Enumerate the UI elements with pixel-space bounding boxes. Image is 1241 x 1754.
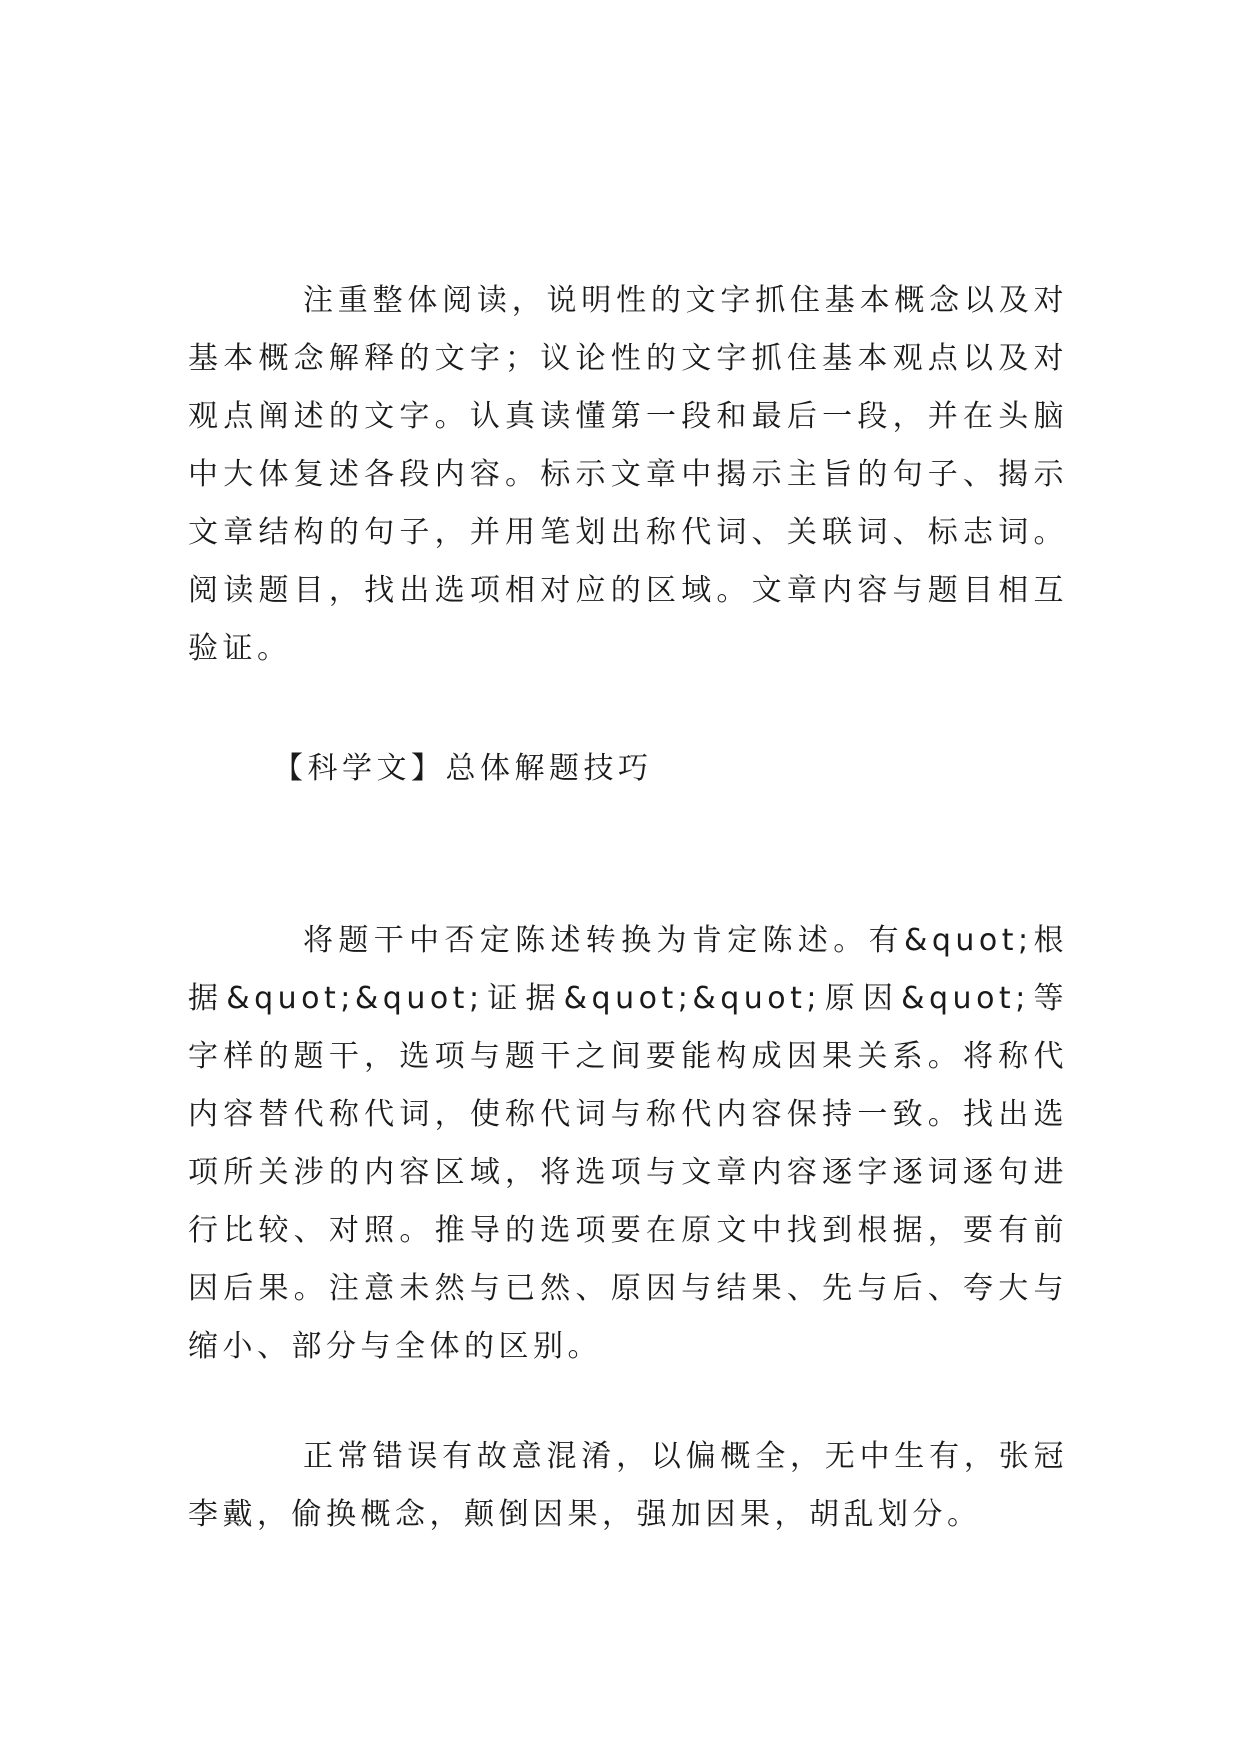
paragraph-common-errors: 正常错误有故意混淆，以偏概全，无中生有，张冠李戴，偷换概念，颠倒因果，强加因果，胡乱划分。 xyxy=(188,1439,1068,1532)
paragraph-solving-tips: 将题干中否定陈述转换为肯定陈述。有&quot;根据&quot;&quot;证据&quot;&quot;原因&quot;等字样的题干，选项与题干之间要能构成因果关系。将称代内容替代称代词，使称代词与称代内容保持一致。找出选项所关涉的内容区域，将选项与文章内容逐字逐词逐句进行比较、对照。推导的选项要在原文中找到根据，要有前因后果。注意未然与已然、原因与结果、先与后、夸大与缩小、部分与全体的区别。 xyxy=(188,923,1068,1364)
paragraph-reading-method: 注重整体阅读，说明性的文字抓住基本概念以及对基本概念解释的文字；议论性的文字抓住基本观点以及对观点阐述的文字。认真读懂第一段和最后一段，并在头脑中大体复述各段内容。标示文章中揭示主旨的句子、揭示文章结构的句子，并用笔划出称代词、关联词、标志词。阅读题目，找出选项相对应的区域。文章内容与题目相互验证。 xyxy=(188,283,1068,666)
section-heading: 【科学文】总体解题技巧 xyxy=(273,751,653,786)
